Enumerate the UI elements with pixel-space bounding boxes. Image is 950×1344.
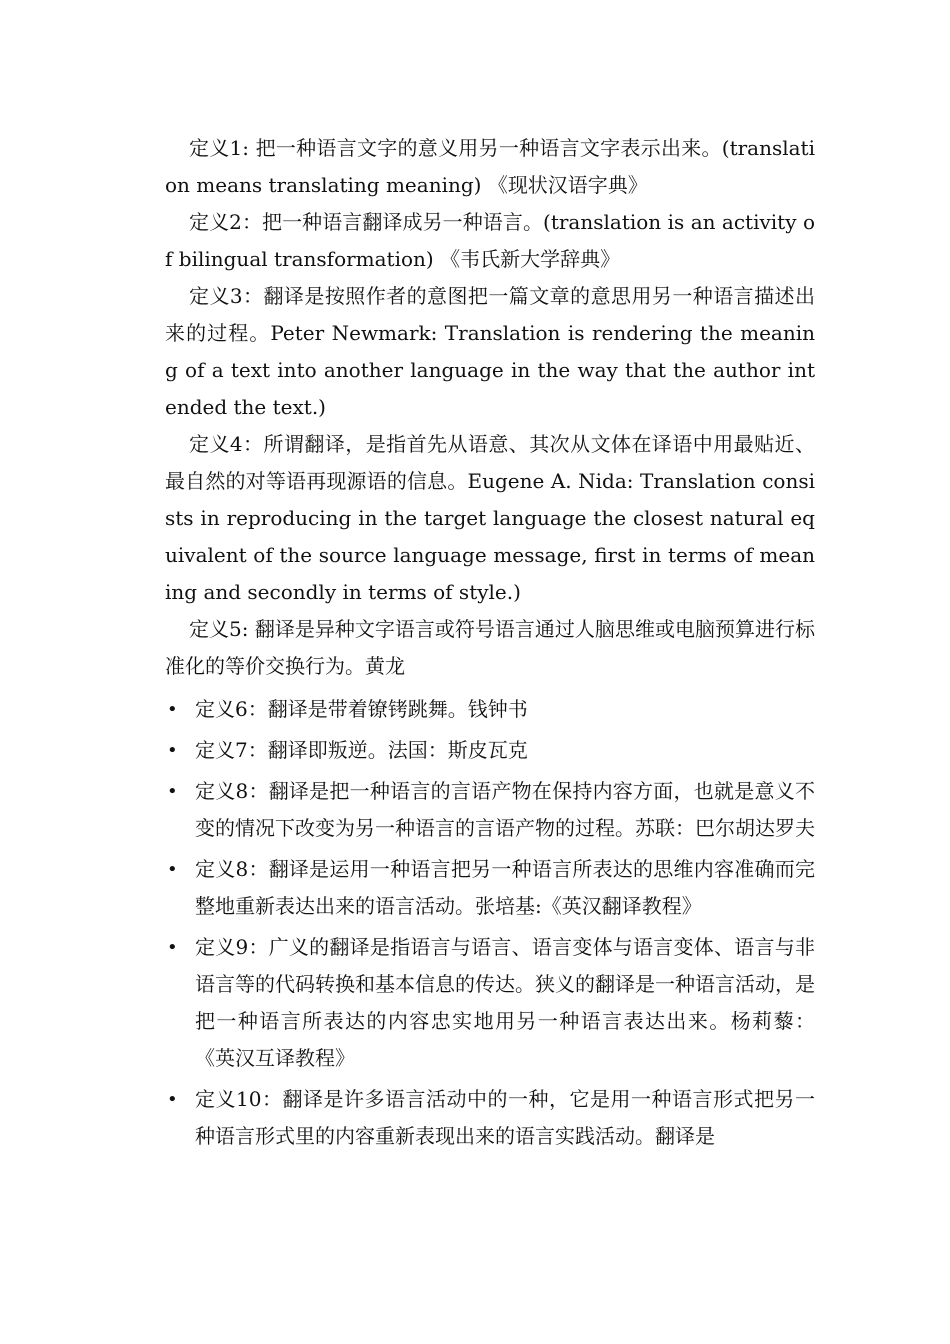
bullet-icon: • — [167, 859, 178, 880]
bullet-icon: • — [167, 740, 178, 761]
definition-6-item — [165, 691, 815, 728]
definition-3-paragraph: 定义3：翻译是按照作者的意图把一篇文章的意思用另一种语言描述出来的过程。Peter Newmark: Translation is rendering the meaning of a text into another language in the way that the author intended the text.) — [165, 284, 815, 419]
definition-7-item — [165, 732, 815, 769]
bullet-icon: • — [167, 1089, 178, 1110]
definition-bullet-list — [165, 691, 815, 1155]
list-item-text: 定义8：翻译是运用一种语言把另一种语言所表达的思维内容准确而完整地重新表达出来的语言活动。张培基:《英汉翻译教程》 — [195, 857, 815, 918]
definition-10-item — [165, 1081, 815, 1155]
bullet-icon: • — [167, 937, 178, 958]
definition-8a-item — [165, 773, 815, 847]
definition-5-paragraph: 定义5: 翻译是异种文字语言或符号语言通过人脑思维或电脑预算进行标准化的等价交换行为。黄龙 — [165, 617, 815, 678]
definition-9-item — [165, 929, 815, 1077]
definition-2-paragraph: 定义2：把一种语言翻译成另一种语言。(translation is an activity of bilingual transformation) 《韦氏新大学辞典》 — [165, 210, 815, 271]
definition-1-paragraph: 定义1: 把一种语言文字的意义用另一种语言文字表示出来。(translation means translating meaning) 《现状汉语字典》 — [165, 136, 815, 197]
bullet-icon: • — [167, 781, 178, 802]
definition-4-paragraph: 定义4：所谓翻译，是指首先从语意、其次从文体在译语中用最贴近、最自然的对等语再现源语的信息。Eugene A. Nida: Translation consists in reproducing in the target language the closest natural equivalent of the source language message, first in terms of meaning and secondly in terms of style.) — [165, 432, 815, 604]
list-item-text: 定义10：翻译是许多语言活动中的一种，它是用一种语言形式把另一种语言形式里的内容重新表现出来的语言实践活动。翻译是 — [195, 1087, 815, 1148]
list-item-text: 定义9：广义的翻译是指语言与语言、语言变体与语言变体、语言与非语言等的代码转换和基本信息的传达。狭义的翻译是一种语言活动，是把一种语言所表达的内容忠实地用另一种语言表达出来。杨莉藜： 《英汉互译教程》 — [195, 935, 815, 1070]
list-item-text: 定义6：翻译是带着镣铐跳舞。钱钟书 — [195, 697, 528, 721]
document-page — [165, 130, 815, 1155]
definition-8b-item — [165, 851, 815, 925]
list-item-text: 定义7：翻译即叛逆。法国：斯皮瓦克 — [195, 738, 528, 762]
list-item-text: 定义8：翻译是把一种语言的言语产物在保持内容方面，也就是意义不变的情况下改变为另一种语言的言语产物的过程。苏联：巴尔胡达罗夫 — [195, 779, 815, 840]
bullet-icon: • — [167, 699, 178, 720]
